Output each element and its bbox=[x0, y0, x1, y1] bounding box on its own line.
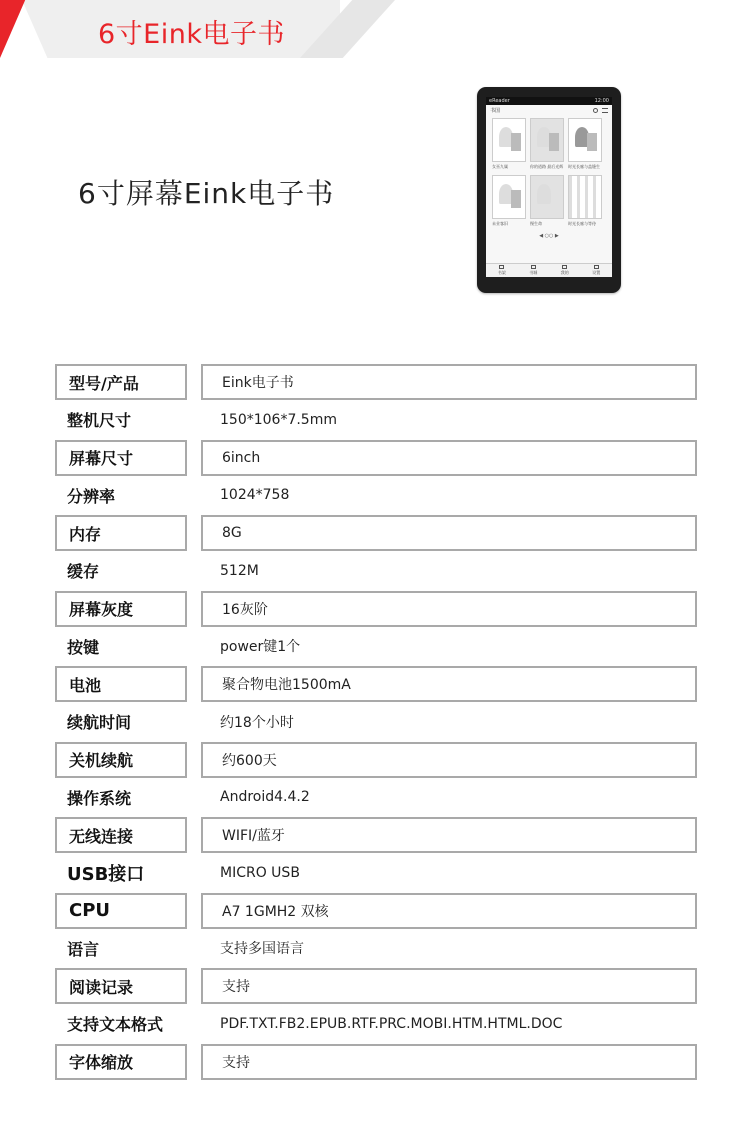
nav-label: 书城 bbox=[529, 270, 538, 275]
spec-row bbox=[55, 968, 697, 1006]
book-cover bbox=[492, 118, 526, 162]
book-cover bbox=[568, 118, 602, 162]
spec-value: WIFI/蓝牙 bbox=[201, 817, 697, 853]
spec-row bbox=[55, 591, 697, 629]
device-appbar bbox=[486, 105, 612, 116]
spec-value: 约18个小时 bbox=[220, 714, 294, 731]
spec-value: Eink电子书 bbox=[201, 364, 697, 400]
spec-row bbox=[55, 1006, 697, 1044]
spec-value: 6inch bbox=[201, 440, 697, 476]
spec-label: 语言 bbox=[67, 939, 100, 959]
header-title: 6寸Eink电子书 bbox=[98, 19, 285, 50]
book-item bbox=[568, 118, 602, 170]
spec-label: CPU bbox=[55, 893, 187, 929]
spec-row bbox=[55, 817, 697, 855]
book-item bbox=[492, 118, 526, 170]
device-bottom-nav bbox=[486, 263, 612, 277]
device-statusbar bbox=[486, 97, 612, 105]
ereader-device-image bbox=[477, 87, 621, 293]
spec-value: PDF.TXT.FB2.EPUB.RTF.PRC.MOBI.HTM.HTML.DOC bbox=[220, 1015, 563, 1032]
book-cover bbox=[492, 175, 526, 219]
spec-value: 8G bbox=[201, 515, 697, 551]
spec-row bbox=[55, 628, 697, 666]
spec-value: 512M bbox=[220, 562, 259, 579]
spec-row bbox=[55, 779, 697, 817]
spec-label: 型号/产品 bbox=[55, 364, 187, 400]
spec-row bbox=[55, 1044, 697, 1082]
spec-label: 内存 bbox=[55, 515, 187, 551]
book-item bbox=[530, 175, 564, 227]
nav-label: 设置 bbox=[592, 270, 601, 275]
nav-item-settings bbox=[592, 265, 600, 276]
spec-label: 阅读记录 bbox=[55, 968, 187, 1004]
book-title: 女巫九属 bbox=[492, 164, 508, 169]
book-title: 时光长廊与等待 bbox=[568, 221, 596, 226]
book-item bbox=[568, 175, 602, 227]
spec-label: 按键 bbox=[67, 637, 100, 657]
spec-label: 屏幕尺寸 bbox=[55, 440, 187, 476]
spec-label: 电池 bbox=[55, 666, 187, 702]
book-item bbox=[492, 175, 526, 227]
spec-table bbox=[55, 364, 697, 1081]
spec-label: 分辨率 bbox=[67, 486, 116, 506]
spec-row bbox=[55, 930, 697, 968]
spec-row bbox=[55, 553, 697, 591]
bookshelf-icon bbox=[499, 265, 504, 269]
book-title: 慢生命 bbox=[530, 221, 542, 226]
spec-value: MICRO USB bbox=[220, 864, 300, 881]
spec-label: 整机尺寸 bbox=[67, 411, 132, 431]
hero-caption: 6寸屏幕Eink电子书 bbox=[78, 177, 335, 210]
spec-value: A7 1GMH2 双核 bbox=[201, 893, 697, 929]
book-grid bbox=[486, 116, 612, 227]
device-screen bbox=[486, 97, 612, 277]
appbar-title: 书国 bbox=[490, 108, 501, 114]
spec-label: 屏幕灰度 bbox=[55, 591, 187, 627]
spec-value: 支持多国语言 bbox=[220, 941, 304, 958]
user-icon bbox=[562, 265, 567, 269]
nav-item-profile bbox=[561, 265, 569, 276]
spec-row bbox=[55, 402, 697, 440]
spec-value: 支持 bbox=[201, 1044, 697, 1080]
spec-label: 关机续航 bbox=[55, 742, 187, 778]
spec-row bbox=[55, 515, 697, 553]
spec-label: 缓存 bbox=[67, 562, 100, 582]
spec-row bbox=[55, 477, 697, 515]
spec-row bbox=[55, 666, 697, 704]
spec-label: 支持文本格式 bbox=[67, 1015, 164, 1035]
spec-label: 操作系统 bbox=[67, 788, 132, 808]
spec-label: USB接口 bbox=[67, 863, 145, 885]
spec-row bbox=[55, 855, 697, 893]
refresh-icon bbox=[593, 108, 598, 113]
book-title: 你的道路 最后光辉 bbox=[530, 164, 564, 169]
nav-label: 我的 bbox=[560, 270, 569, 275]
spec-label: 无线连接 bbox=[55, 817, 187, 853]
spec-row bbox=[55, 704, 697, 742]
book-title: 未业客旧 bbox=[492, 221, 508, 226]
book-title: 时光长廊与盖缝生 bbox=[568, 164, 600, 169]
statusbar-time: 12:00 bbox=[594, 98, 609, 104]
spec-row bbox=[55, 893, 697, 931]
spec-value: Android4.4.2 bbox=[220, 789, 310, 806]
spec-label: 字体缩放 bbox=[55, 1044, 187, 1080]
nav-item-bookshelf bbox=[498, 265, 506, 276]
spec-row bbox=[55, 364, 697, 402]
device-pager: ◀ ○○ ▶ bbox=[539, 233, 559, 239]
spec-value: 16灰阶 bbox=[201, 591, 697, 627]
gear-icon bbox=[594, 265, 599, 269]
spec-value: 支持 bbox=[201, 968, 697, 1004]
spec-value: 1024*758 bbox=[220, 487, 290, 504]
spec-row bbox=[55, 742, 697, 780]
spec-label: 续航时间 bbox=[67, 713, 132, 733]
spec-value: power键1个 bbox=[220, 639, 301, 656]
book-cover bbox=[568, 175, 602, 219]
nav-label: 书架 bbox=[497, 270, 506, 275]
spec-value: 150*106*7.5mm bbox=[220, 411, 337, 428]
spec-value: 聚合物电池1500mA bbox=[201, 666, 697, 702]
book-item bbox=[530, 118, 564, 170]
nav-item-bookstore bbox=[529, 265, 537, 276]
spec-value: 约600天 bbox=[201, 742, 697, 778]
statusbar-app: eReader bbox=[489, 98, 510, 104]
menu-icon bbox=[602, 108, 608, 113]
book-cover bbox=[530, 118, 564, 162]
book-cover bbox=[530, 175, 564, 219]
spec-row bbox=[55, 440, 697, 478]
bookstore-icon bbox=[531, 265, 536, 269]
